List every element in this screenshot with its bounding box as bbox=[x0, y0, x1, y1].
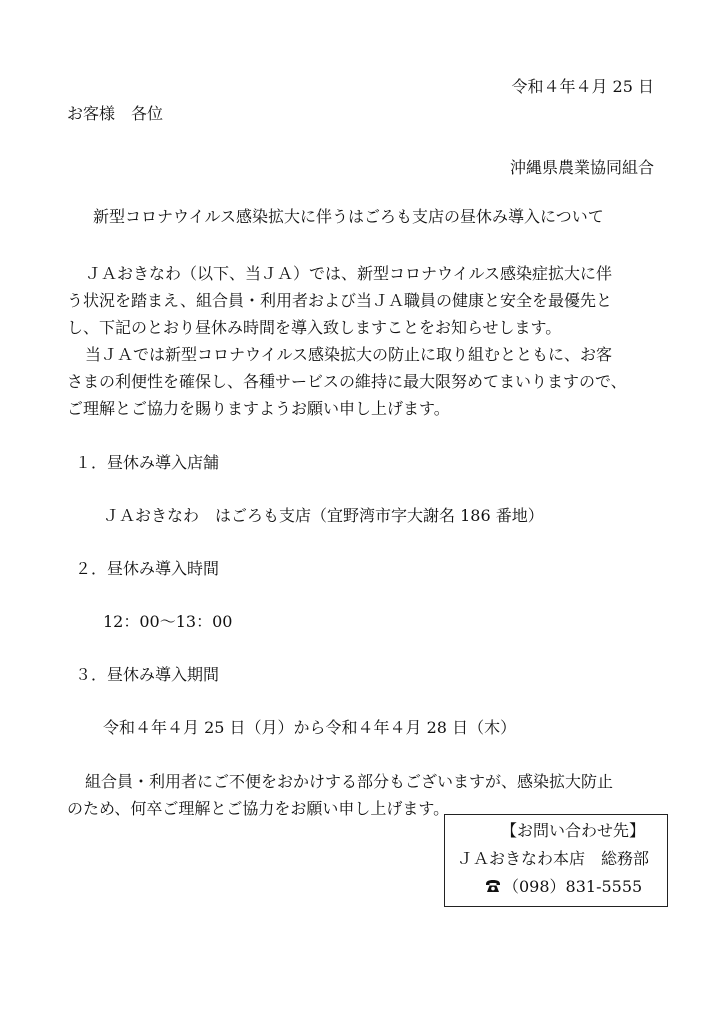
contact-phone: （098）831-5555 bbox=[503, 877, 643, 896]
contact-box bbox=[444, 814, 668, 907]
paragraph-1-line-2: う状況を踏まえ、組合員・利用者および当ＪＡ職員の健康と安全を最優先と bbox=[67, 291, 612, 310]
contact-phone-line bbox=[485, 877, 642, 897]
issue-date: 令和４年４月 25 日 bbox=[511, 77, 654, 96]
section-3-content: 令和４年４月 25 日（月）から令和４年４月 28 日（木） bbox=[103, 718, 517, 737]
section-1-content: ＪＡおきなわ はごろも支店（宜野湾市字大謝名 186 番地） bbox=[103, 506, 544, 525]
paragraph-1-line-1: ＪＡおきなわ（以下、当ＪＡ）では、新型コロナウイルス感染症拡大に伴 bbox=[85, 264, 613, 283]
contact-heading: 【お問い合わせ先】 bbox=[501, 821, 646, 840]
section-3-heading: ３．昼休み導入期間 bbox=[75, 665, 220, 684]
recipient: お客様 各位 bbox=[67, 104, 164, 123]
section-2-content: 12：00～13：00 bbox=[103, 612, 233, 631]
paragraph-2-line-3: ご理解とご協力を賜りますようお願い申し上げます。 bbox=[67, 399, 450, 418]
contact-office: ＪＡおきなわ本店 総務部 bbox=[457, 849, 650, 868]
section-1-heading: １．昼休み導入店舗 bbox=[75, 453, 220, 472]
telephone-icon bbox=[485, 878, 501, 894]
section-2-heading: ２．昼休み導入時間 bbox=[75, 559, 220, 578]
document-title: 新型コロナウイルス感染拡大に伴うはごろも支店の昼休み導入について bbox=[93, 207, 604, 226]
paragraph-1-line-3: し、下記のとおり昼休み時間を導入致しますことをお知らせします。 bbox=[67, 318, 562, 337]
paragraph-2-line-1: 当ＪＡでは新型コロナウイルス感染拡大の防止に取り組むとともに、お客 bbox=[85, 345, 613, 364]
paragraph-2-line-2: さまの利便性を確保し、各種サービスの維持に最大限努めてまいりますので、 bbox=[67, 372, 627, 391]
closing-line-2: のため、何卒ご理解とご協力をお願い申し上げます。 bbox=[67, 799, 450, 818]
closing-line-1: 組合員・利用者にご不便をおかけする部分もございますが、感染拡大防止 bbox=[85, 772, 614, 791]
sender-organization: 沖縄県農業協同組合 bbox=[509, 158, 654, 177]
